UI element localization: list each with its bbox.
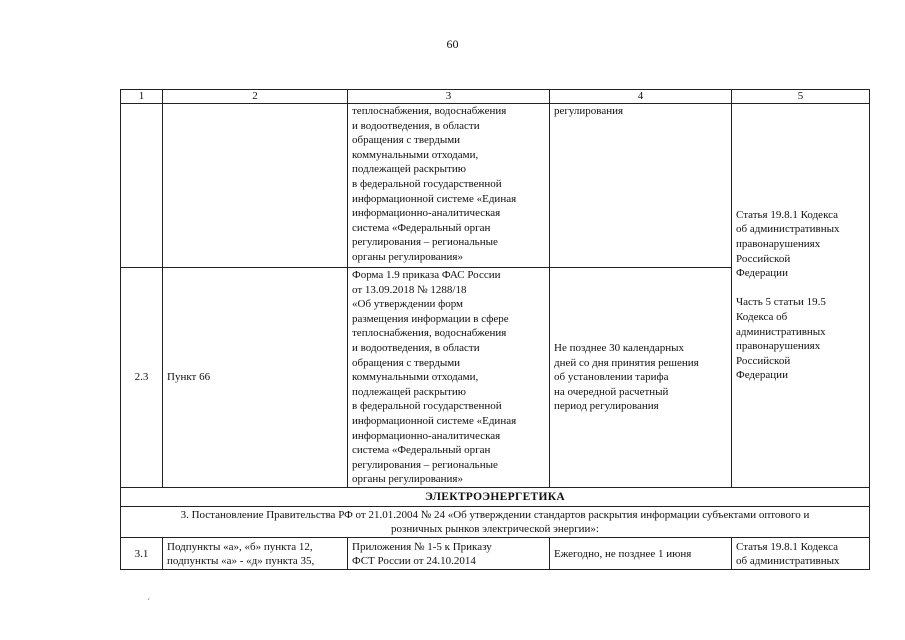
liability-cell: Статья 19.8.1 Кодекса об административных правонарушениях Российской Федерации Часть 5 статьи 19.5 Кодекса об административных правонарушениях Российской Федерации [732, 104, 870, 488]
row-item-cell [163, 104, 348, 268]
header-col-5: 5 [732, 90, 870, 104]
row-deadline: Не позднее 30 календарных дней со дня принятия решения об установлении тарифа на очередной расчетный период регулирования [550, 268, 732, 488]
page-number: 60 [446, 37, 459, 51]
margin-mark: ˊ [147, 598, 151, 609]
column-number-row [121, 90, 870, 104]
row-form: Приложения № 1-5 к Приказу ФСТ России от 24.10.2014 [348, 537, 550, 569]
row-deadline: Ежегодно, не позднее 1 июня [550, 537, 732, 569]
row-form-cell: теплоснабжения, водоснабжения и водоотведения, в области обращения с твердыми коммунальными отходами, подлежащей раскрытию в федеральной государственной информационной системе «Единая информационно-аналитическая система «Федеральный орган регулирования – региональные органы регулирования» [348, 104, 550, 268]
row-number: 2.3 [121, 268, 163, 488]
header-col-2: 2 [163, 90, 348, 104]
resolution-text: 3. Постановление Правительства РФ от 21.01.2004 № 24 «Об утверждении стандартов раскрытия информации субъектами оптового и розничных рынков электрической энергии»: [121, 506, 870, 537]
row-item: Пункт 66 [163, 268, 348, 488]
resolution-row [121, 506, 870, 537]
header-col-3: 3 [348, 90, 550, 104]
table-row-3-1 [121, 537, 870, 569]
row-liability: Статья 19.8.1 Кодекса об административных [732, 537, 870, 569]
section-heading-row [121, 487, 870, 506]
row-form: Форма 1.9 приказа ФАС России от 13.09.2018 № 1288/18 «Об утверждении форм размещения информации в сфере теплоснабжения, водоснабжения и водоотведения, в области обращения с твердыми коммунальными отходами, подлежащей раскрытию в федеральной государственной информационной системе «Единая информационно-аналитическая система «Федеральный орган регулирования – региональные органы регулирования» [348, 268, 550, 488]
header-col-1: 1 [121, 90, 163, 104]
row-item: Подпункты «а», «б» пункта 12, подпункты «а» - «д» пункта 35, [163, 537, 348, 569]
row-deadline-cell: регулирования [550, 104, 732, 268]
section-title: ЭЛЕКТРОЭНЕРГЕТИКА [121, 487, 870, 506]
table-row-continued [121, 104, 870, 268]
disclosure-table [120, 89, 870, 570]
row-number: 3.1 [121, 537, 163, 569]
header-col-4: 4 [550, 90, 732, 104]
row-num-cell [121, 104, 163, 268]
